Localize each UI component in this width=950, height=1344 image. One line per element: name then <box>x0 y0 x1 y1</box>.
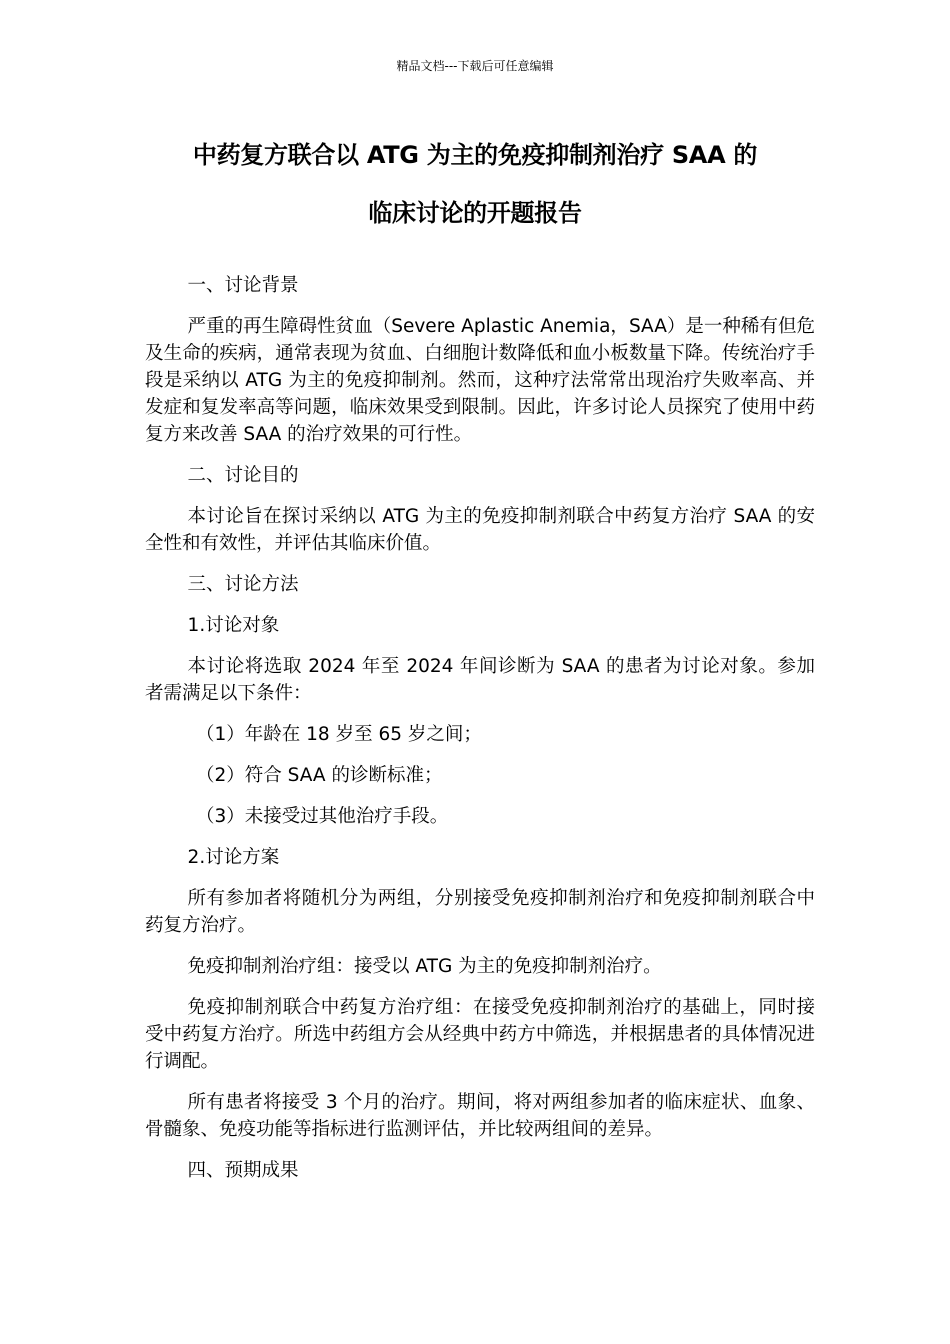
section-heading-background: 一、讨论背景 <box>187 275 299 296</box>
subheading-plan: 2.讨论方案 <box>187 847 280 868</box>
section-heading-purpose: 二、讨论目的 <box>187 465 299 486</box>
subheading-subjects: 1.讨论对象 <box>187 615 280 636</box>
paragraph-evaluation: 所有患者将接受 3 个月的治疗。期间，将对两组参加者的临床症状、血象、骨髓象、免疫功能等指标进行监测评估，并比较两组间的差异。 <box>145 1092 815 1140</box>
document-title-line-1: 中药复方联合以 ATG 为主的免疫抑制剂治疗 SAA 的 <box>192 141 758 169</box>
criteria-item-3: （3）未接受过其他治疗手段。 <box>196 806 449 827</box>
paragraph-group-combined: 免疫抑制剂联合中药复方治疗组：在接受免疫抑制剂治疗的基础上，同时接受中药复方治疗。所选中药组方会从经典中药方中筛选，并根据患者的具体情况进行调配。 <box>145 997 815 1072</box>
criteria-item-1: （1）年龄在 18 岁至 65 岁之间； <box>196 724 482 745</box>
section-heading-expected-results: 四、预期成果 <box>187 1160 299 1181</box>
section-heading-methods: 三、讨论方法 <box>187 574 299 595</box>
paragraph-subjects: 本讨论将选取 2024 年至 2024 年间诊断为 SAA 的患者为讨论对象。参加者需满足以下条件： <box>145 656 815 704</box>
paragraph-background: 严重的再生障碍性贫血（Severe Aplastic Anemia，SAA）是一种稀有但危及生命的疾病，通常表现为贫血、白细胞计数降低和血小板数量下降。传统治疗手段是采纳以 ATG 为主的免疫抑制剂。然而，这种疗法常常出现治疗失败率高、并发症和复发率高等问题，临床效果受到限制。因此，许多讨论人员探究了使用中药复方来改善 SAA 的治疗效果的可行性。 <box>145 316 815 445</box>
paragraph-purpose: 本讨论旨在探讨采纳以 ATG 为主的免疫抑制剂联合中药复方治疗 SAA 的安全性和有效性，并评估其临床价值。 <box>145 506 815 554</box>
page-header: 精品文档---下载后可任意编辑 <box>396 59 554 73</box>
document-title-line-2: 临床讨论的开题报告 <box>368 199 582 227</box>
criteria-item-2: （2）符合 SAA 的诊断标准； <box>196 765 443 786</box>
document-body <box>145 272 815 1198</box>
paragraph-grouping: 所有参加者将随机分为两组，分别接受免疫抑制剂治疗和免疫抑制剂联合中药复方治疗。 <box>145 888 815 936</box>
paragraph-group-immunosuppressant: 免疫抑制剂治疗组：接受以 ATG 为主的免疫抑制剂治疗。 <box>187 956 662 977</box>
